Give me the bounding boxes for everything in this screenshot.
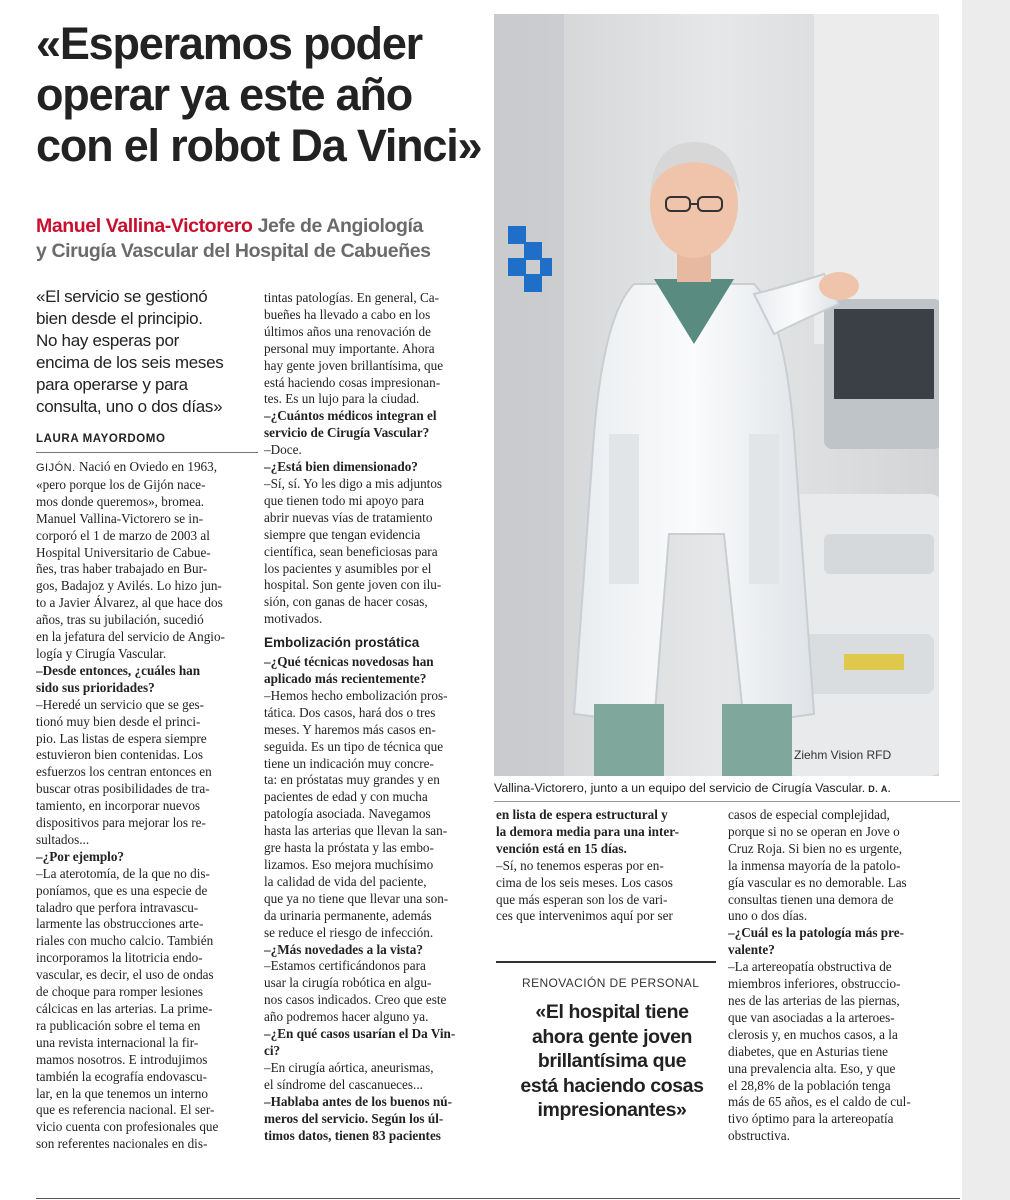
text-line: sido sus prioridades? — [36, 679, 155, 695]
text-line: el 28,8% de la población tenga — [728, 1077, 891, 1093]
text-line: siempre que tengan evidencia — [264, 526, 421, 542]
machine-label: Ziehm Vision RFD — [794, 748, 892, 762]
text-line: tivo óptimo para la artereopatía — [728, 1111, 894, 1127]
text-line: corporó el 1 de marzo de 2003 al — [36, 527, 210, 543]
text-line: también la ecografía endovascu- — [36, 1068, 207, 1084]
text-line: ra publicación sobre el tema en — [36, 1017, 201, 1033]
text-line: larmente las obstrucciones arte- — [36, 916, 204, 932]
text-line: pio. Las listas de espera siempre — [36, 730, 207, 746]
quote-line: No hay esperas por — [36, 331, 179, 350]
text-line: –Doce. — [264, 442, 302, 458]
text-line: cálcicas en las arterias. La prime- — [36, 1001, 213, 1016]
text-column-1 — [36, 459, 260, 1153]
quote-line: encima de los seis meses — [36, 353, 224, 372]
caption-text: Vallina-Victorero, junto a un equipo del servicio de Cirugía Vascular. — [494, 781, 866, 795]
text-line: –Sí, no tenemos esperas por en- — [496, 857, 664, 873]
text-line: porque si no se operan en Jove o — [728, 823, 900, 839]
text-column-2 — [264, 290, 486, 1144]
text-line: hay gente joven brillantísima, que — [264, 357, 444, 373]
text-line: sión, con ganas de hacer cosas, — [264, 594, 428, 610]
text-line: –Heredé un servicio que se ges- — [36, 696, 205, 712]
text-line: la inmensa mayoría de la patolo- — [728, 857, 901, 873]
text-line: una prevalencia alta. Eso, y que — [728, 1060, 896, 1076]
byline-role-second: y Cirugía Vascular del Hospital de Cabueñes — [36, 240, 431, 262]
text-line: ta: en próstatas muy grandes y en — [264, 772, 440, 788]
text-line: hospital. Son gente joven con ilu- — [264, 577, 442, 593]
text-line: bueñes ha llevado a cabo en los — [264, 306, 431, 322]
text-line: aplicado más recientemente? — [264, 671, 427, 687]
text-line: científica, sean beneficiosas para — [264, 543, 438, 559]
text-line: –¿Más novedades a la vista? — [264, 941, 423, 957]
author: LAURA MAYORDOMO — [36, 433, 166, 445]
text-line: miembros inferiores, obstruccio- — [728, 976, 901, 992]
text-line: buscar otras posibilidades de tra- — [36, 781, 210, 797]
text-line: año podremos hacer alguno ya. — [264, 1009, 429, 1025]
pull-quote-top-rule — [496, 961, 716, 963]
text-line: cima de los seis meses. Los casos — [496, 874, 673, 890]
text-line: Manuel Vallina-Victorero se in- — [36, 510, 204, 526]
text-line: nes de las arterias de las piernas, — [728, 992, 900, 1008]
text-line: últimos años una renovación de — [264, 323, 432, 339]
photo-caption — [494, 781, 964, 795]
text-line: usar la cirugía robótica en algu- — [264, 975, 432, 991]
text-line: son referentes nacionales en dis- — [36, 1136, 208, 1152]
text-line: –Hablaba antes de los buenos nú- — [264, 1093, 452, 1109]
photo-credit: D. A. — [868, 784, 891, 794]
text-line: hasta las arterias que llevan la san- — [264, 823, 448, 839]
text-line: esfuerzos los centran entonces en — [36, 764, 212, 780]
text-line: personal muy importante. Ahora — [264, 340, 435, 356]
author-divider — [36, 452, 258, 453]
headline-line: con el robot Da Vinci» — [36, 120, 482, 171]
text-line: gos, Badajoz y Avilés. Lo hizo jun- — [36, 578, 222, 594]
page-bottom-rule — [36, 1198, 960, 1199]
pull-quote-line: ahora gente joven — [531, 1025, 693, 1048]
text-line: vicio cuenta con profesionales que — [36, 1119, 219, 1135]
text-line: lar, en la que tenemos un interno — [36, 1085, 208, 1101]
portrait-photo — [494, 14, 939, 776]
text-line: mos donde queremos», bromea. — [36, 493, 205, 509]
text-line: «pero porque los de Gijón nace- — [36, 476, 206, 492]
text-line: –Estamos certificándonos para — [264, 958, 426, 974]
text-line: clerosis y, en muchos casos, a la — [728, 1026, 898, 1042]
text-line: que van asociadas a la arteroes- — [728, 1009, 895, 1025]
text-line: gre hasta la próstata y las embo- — [264, 840, 434, 856]
text-line: tes. Es un lujo para la ciudad. — [264, 391, 420, 407]
text-line: está haciendo cosas impresionan- — [264, 374, 441, 390]
text-line: –La aterotomía, de la que no dis- — [36, 865, 210, 881]
headline-line: «Esperamos poder — [36, 18, 422, 69]
text-line: motivados. — [264, 611, 323, 627]
text-line: ces que intervenimos aquí por ser — [496, 908, 673, 924]
text-line: patología asociada. Navegamos — [264, 806, 431, 822]
byline-line — [36, 214, 506, 239]
text-line: vención está en 15 días. — [496, 840, 627, 856]
text-line: –¿Cuántos médicos integran el — [264, 408, 437, 424]
text-line: Hospital Universitario de Cabue- — [36, 544, 211, 560]
pull-quote — [508, 1000, 716, 1123]
pull-quote-line: brillantísima que — [537, 1050, 687, 1072]
byline-role: Jefe de Angiología — [257, 215, 423, 237]
quote-line: «El servicio se gestionó — [36, 287, 208, 306]
text-line: seguida. Es un tipo de técnica que — [264, 738, 444, 754]
text-line: meses. Y haremos más casos en- — [264, 721, 436, 737]
text-line: da urinaria permanente, además — [264, 907, 432, 923]
text-line: años, tras su jubilación, sucedió — [36, 612, 204, 628]
pull-quote-line: está haciendo cosas — [520, 1074, 704, 1097]
headline-line: operar ya este año — [36, 69, 413, 120]
text-line: en la jefatura del servicio de Angio- — [36, 629, 225, 645]
text-line: más de 65 años, es el caldo de cul- — [728, 1094, 911, 1110]
section-subhead: Embolización prostática — [264, 635, 420, 651]
text-line: valente? — [728, 942, 775, 958]
byline — [36, 214, 506, 264]
text-line: –En cirugía aórtica, aneurismas, — [264, 1059, 434, 1075]
text-line: el síndrome del cascanueces... — [264, 1076, 423, 1092]
text-line: que más esperan son los de vari- — [496, 891, 668, 907]
text-line: –Sí, sí. Yo les digo a mis adjuntos — [264, 475, 443, 491]
text-line: que tienen todo mi apoyo para — [264, 492, 425, 508]
quote-line: bien desde el principio. — [36, 309, 203, 328]
text-line: riales con mucho calcio. También — [36, 933, 214, 949]
text-line: timos datos, tienen 83 pacientes — [264, 1127, 441, 1143]
text-line: tiene un indicación muy concre- — [264, 755, 434, 771]
photo-illustration — [494, 14, 939, 776]
text-line: los pacientes y asumibles por el — [264, 560, 432, 576]
text-line: –¿Cuál es la patología más pre- — [728, 925, 904, 941]
quote-line: consulta, uno o dos días» — [36, 397, 223, 416]
text-line: de choque para romper lesiones — [36, 984, 203, 1000]
lead-quote — [36, 286, 258, 418]
text-column-3 — [496, 807, 716, 925]
headline — [36, 18, 506, 171]
text-line: obstructiva. — [728, 1128, 790, 1144]
text-column-4 — [728, 807, 960, 1145]
text-line: gía vascular es no demorable. Las — [728, 874, 907, 890]
text-line: tionó muy bien desde el princi- — [36, 713, 201, 729]
text-line: tintas patologías. En general, Ca- — [264, 290, 440, 305]
text-line: que ya no tiene que llevar una son- — [264, 890, 449, 906]
text-line: –¿En qué casos usarían el Da Vin- — [264, 1026, 456, 1042]
text-line: abrir nuevas vías de tratamiento — [264, 509, 433, 525]
text-line: una revista internacional la fir- — [36, 1034, 199, 1050]
text-line: –¿Está bien dimensionado? — [264, 459, 418, 475]
text-line: tática. Dos casos, hará dos o tres — [264, 704, 436, 720]
text-line: poníamos, que es una especie de — [36, 882, 208, 898]
text-line: uno o dos días. — [728, 908, 808, 924]
text-line: se reduce el riesgo de infección. — [264, 924, 434, 940]
text-line: –Desde entonces, ¿cuáles han — [36, 662, 201, 678]
text-line: en lista de espera estructural y — [496, 807, 668, 822]
text-line: Cruz Roja. Si bien no es urgente, — [728, 840, 903, 856]
text-line: estuvieron bien contenidas. Los — [36, 747, 204, 763]
text-line: to a Javier Álvarez, al que hace dos — [36, 595, 223, 611]
text-line: GIJÓN. Nació en Oviedo en 1963, — [36, 459, 218, 474]
text-line: –La artereopatía obstructiva de — [728, 959, 892, 975]
text-line: tamiento, en incorporar nuevos — [36, 798, 201, 814]
text-line: ñes, tras haber trabajado en Bur- — [36, 561, 208, 577]
text-line: logía y Cirugía Vascular. — [36, 645, 167, 661]
page-margin-strip — [962, 0, 1010, 1200]
text-line: –¿Por ejemplo? — [36, 848, 125, 864]
text-line: casos de especial complejidad, — [728, 807, 890, 822]
text-line: mamos nosotros. E introdujimos — [36, 1051, 208, 1067]
text-line: la calidad de vida del paciente, — [264, 873, 427, 889]
text-line: meros del servicio. Según los úl- — [264, 1110, 444, 1126]
text-line: taladro que perfora intravascu- — [36, 899, 199, 915]
dateline: GIJÓN. — [36, 462, 76, 474]
text-line: sultados... — [36, 831, 90, 847]
text-line: pacientes de edad y con mucha — [264, 789, 428, 805]
text-line: lizamos. Eso mejora muchísimo — [264, 857, 434, 872]
byline-name: Manuel Vallina-Victorero — [36, 215, 253, 237]
text-line: diabetes, que en Asturias tiene — [728, 1043, 889, 1059]
pull-quote-line: «El hospital tiene — [535, 1001, 689, 1023]
quote-line: para operarse y para — [36, 375, 188, 394]
text-line: –Hemos hecho embolización pros- — [264, 687, 448, 703]
text-line: dispositivos para mejorar los re- — [36, 815, 206, 831]
text-line: vascular, es decir, el uso de ondas — [36, 967, 214, 983]
pull-quote-line: impresionantes» — [537, 1099, 687, 1121]
text-line: –¿Qué técnicas novedosas han — [264, 654, 434, 670]
text-line: incorporamos la litotricia endo- — [36, 950, 203, 966]
caption-divider — [494, 801, 960, 802]
text-line: ci? — [264, 1042, 281, 1058]
text-line: que es referencia nacional. El ser- — [36, 1102, 215, 1118]
text-line: la demora media para una inter- — [496, 823, 680, 839]
text-line: servicio de Cirugía Vascular? — [264, 425, 430, 441]
text-line: nos casos indicados. Creo que este — [264, 992, 447, 1008]
pull-quote-label: RENOVACIÓN DE PERSONAL — [522, 976, 700, 990]
text-line: consultas tienen una demora de — [728, 891, 894, 907]
